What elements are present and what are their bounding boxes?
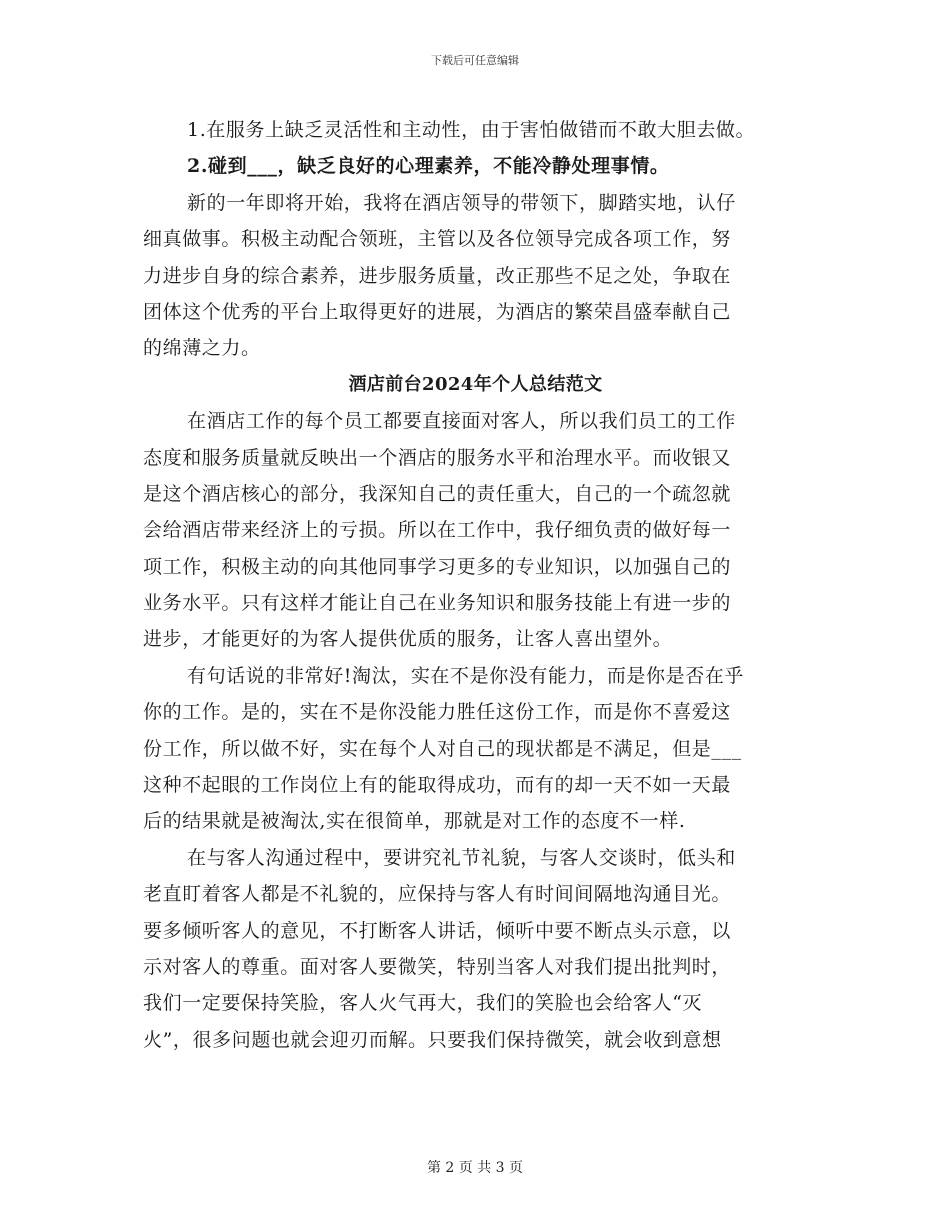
paragraph-line: 是这个酒店核心的部分，我深知自己的责任重大，自己的一个疏忽就 <box>143 482 732 505</box>
paragraph-line: 老直盯着客人都是不礼貌的，应保持与客人有时间间隔地沟通目光。 <box>143 883 732 906</box>
paragraph-line: 在酒店工作的每个员工都要直接面对客人，所以我们员工的工作 <box>187 410 736 433</box>
paragraph-line: 要多倾听客人的意见，不打断客人讲话，倾听中要不断点头示意，以 <box>143 919 732 942</box>
paragraph-line: 力进步自身的综合素养，进步服务质量，改正那些不足之处，争取在 <box>143 264 732 287</box>
document-body <box>143 112 808 1058</box>
paragraph-line: 1.在服务上缺乏灵活性和主动性，由于害怕做错而不敢大胆去做。 <box>187 119 756 141</box>
paragraph-line: 这种不起眼的工作岗位上有的能取得成功，而有的却一天不如一天最 <box>143 774 732 797</box>
page-footer: 第 2 页 共 3 页 <box>426 1160 524 1176</box>
paragraph-line: 示对客人的尊重。面对客人要微笑，特别当客人对我们提出批判时， <box>143 955 732 978</box>
paragraph-line: 份工作，所以做不好，实在每个人对自己的现状都是不满足，但是___ <box>143 737 742 760</box>
paragraph-line: 团体这个优秀的平台上取得更好的进展，为酒店的繁荣昌盛奉献自己 <box>143 300 732 323</box>
paragraph-line: 态度和服务质量就反映出一个酒店的服务水平和治理水平。而收银又 <box>143 446 732 469</box>
paragraph-line: 的绵薄之力。 <box>143 337 261 360</box>
paragraph-line: 进步，才能更好的为客人提供优质的服务，让客人喜出望外。 <box>143 628 673 651</box>
paragraph-line: 项工作，积极主动的向其他同事学习更多的专业知识，以加强自己的 <box>143 555 732 578</box>
page-header: 下载后可任意编辑 <box>431 54 519 67</box>
paragraph-line: 新的一年即将开始，我将在酒店领导的带领下，脚踏实地，认仔 <box>187 191 736 214</box>
section-title: 酒店前台2024年个人总结范文 <box>348 373 603 395</box>
paragraph-line: 有句话说的非常好!淘汰，实在不是你没有能力，而是你是否在乎 <box>187 664 745 687</box>
paragraph-line: 2.碰到___，缺乏良好的心理素养，不能冷静处理事情。 <box>187 155 670 178</box>
paragraph-line: 业务水平。只有这样才能让自己在业务知识和服务技能上有进一步的 <box>143 592 732 615</box>
paragraph-line: 后的结果就是被淘汰,实在很简单，那就是对工作的态度不一样. <box>143 810 686 833</box>
paragraph-line: 在与客人沟通过程中，要讲究礼节礼貌，与客人交谈时，低头和 <box>187 846 736 869</box>
paragraph-line: 火”，很多问题也就会迎刃而解。只要我们保持微笑，就会收到意想 <box>143 1028 722 1051</box>
paragraph-line: 细真做事。积极主动配合领班，主管以及各位领导完成各项工作，努 <box>143 228 732 251</box>
paragraph-line: 我们一定要保持笑脸，客人火气再大，我们的笑脸也会给客人“灭 <box>143 992 703 1015</box>
paragraph-line: 会给酒店带来经济上的亏损。所以在工作中，我仔细负责的做好每一 <box>143 519 732 542</box>
paragraph-line: 你的工作。是的，实在不是你没能力胜任这份工作，而是你不喜爱这 <box>143 701 732 724</box>
